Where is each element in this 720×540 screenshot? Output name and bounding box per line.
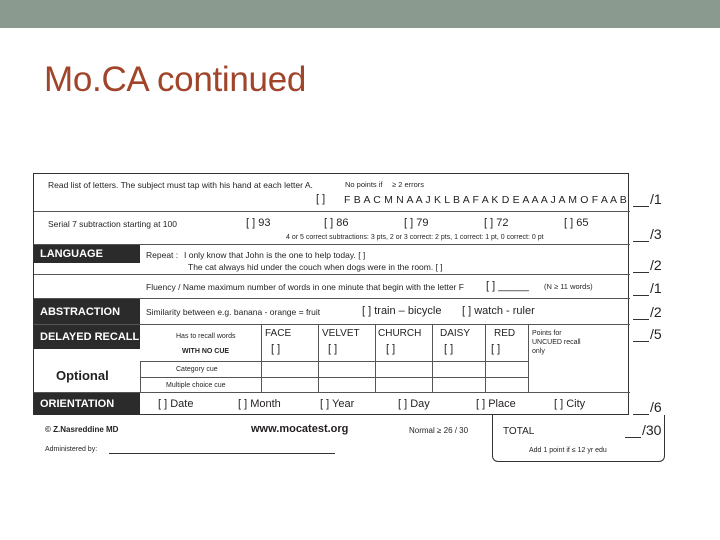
serial7-row [34,211,630,244]
repeat-sentence-2[interactable]: The cat always hid under the couch when dogs were in the room. [ ] [188,262,443,272]
serial7-item-93[interactable]: [ ] 93 [246,217,271,229]
recall-score[interactable] [633,326,662,342]
orientation-row [34,392,630,416]
total-label: TOTAL [503,426,535,437]
serial7-item-79[interactable]: [ ] 79 [404,217,429,229]
letters-instruction: Read list of letters. The subject must tap with his hand at each letter A. [48,180,313,190]
total-score-value: /30 [642,422,662,438]
orientation-day[interactable]: [ ] Day [398,398,430,410]
recall-box-face[interactable]: [ ] [271,343,281,355]
recall-word-daisy: DAISY [440,328,471,339]
copyright: © Z.Nasreddine MD [45,425,119,434]
orientation-month[interactable]: [ ] Month [238,398,281,410]
no-points-label: No points if [345,180,383,189]
score-column [629,173,665,415]
letters-score[interactable] [633,191,662,207]
fluency-score[interactable] [633,280,662,296]
recall-box-daisy[interactable]: [ ] [444,343,454,355]
orientation-score-value: /6 [650,399,662,415]
multiple-choice-cue-label: Multiple choice cue [166,382,226,389]
recall-score-value: /5 [650,326,662,342]
abstraction-example: Similarity between e.g. banana - orange = fruit [146,307,321,317]
orientation-year[interactable]: [ ] Year [320,398,355,410]
orientation-label: ORIENTATION [34,393,140,415]
abstraction-watch-ruler[interactable]: [ ] watch - ruler [462,305,535,317]
serial7-scoring: 4 or 5 correct subtractions: 3 pts, 2 or 3 correct: 2 pts, 1 correct: 1 pt, 0 correct: 0 pt [286,234,544,241]
fluency-requirement: (N ≥ 11 words) [544,282,593,291]
with-no-cue-label: WITH NO CUE [182,348,230,355]
administered-by-label: Administered by: [45,446,98,453]
language-label: LANGUAGE [34,245,140,263]
serial7-item-86[interactable]: [ ] 86 [324,217,349,229]
slide-title: Mo.CA continued [44,60,307,99]
letters-score-value: /1 [650,191,662,207]
serial7-item-65[interactable]: [ ] 65 [564,217,589,229]
points-for-uncued: Points for UNCUED recall only [532,330,581,356]
serial7-label: Serial 7 subtraction starting at 100 [48,219,177,229]
delayed-recall-label: DELAYED RECALL [34,325,140,349]
recall-word-red: RED [494,328,516,339]
fluency-score-value: /1 [650,280,662,296]
moca-form [33,173,665,465]
recall-word-face: FACE [265,328,292,339]
has-to-recall-label: Has to recall words [176,333,236,340]
language-row [34,244,630,274]
education-adjustment: Add 1 point if ≤ 12 yr edu [529,447,607,454]
letter-sequence: F B A C M N A A J K L B A F A K D E A A A J A M O F A A B [344,194,627,206]
optional-label: Optional [56,368,109,383]
orientation-date[interactable]: [ ] Date [158,398,194,410]
errors-threshold: ≥ 2 errors [392,180,425,189]
abstraction-score[interactable] [633,304,662,320]
fluency-instruction: Fluency / Name maximum number of words in one minute that begin with the letter F [146,282,464,292]
serial7-score[interactable] [633,226,662,242]
abstraction-score-value: /2 [650,304,662,320]
total-score[interactable] [625,422,661,438]
abstraction-row [34,298,630,324]
website-link[interactable]: www.mocatest.org [251,423,349,435]
abstraction-label: ABSTRACTION [34,299,140,325]
repeat-score[interactable] [633,257,662,273]
recall-box-church[interactable]: [ ] [386,343,396,355]
recall-box-red[interactable]: [ ] [491,343,501,355]
recall-word-velvet: VELVET [322,328,360,339]
recall-word-church: CHURCH [378,328,422,339]
delayed-recall-row [34,324,630,392]
repeat-sentence-1[interactable]: I only know that John is the one to help today. [ ] [184,250,366,260]
serial7-score-value: /3 [650,226,662,242]
abstraction-train-bicycle[interactable]: [ ] train – bicycle [362,305,442,317]
total-box [492,415,665,462]
fluency-box[interactable]: [ ] _____ [486,280,529,292]
serial7-item-72[interactable]: [ ] 72 [484,217,509,229]
category-cue-label: Category cue [176,366,218,373]
orientation-score[interactable] [633,399,662,415]
normal-threshold: Normal ≥ 26 / 30 [409,426,469,435]
repeat-score-value: /2 [650,257,662,273]
orientation-place[interactable]: [ ] Place [476,398,516,410]
recall-box-velvet[interactable]: [ ] [328,343,338,355]
top-accent-bar [0,0,720,28]
form-sheet [33,173,629,415]
fluency-row [34,274,630,298]
letters-box[interactable]: [ ] [316,193,326,205]
repeat-label: Repeat : [146,250,179,260]
orientation-city[interactable]: [ ] City [554,398,586,410]
